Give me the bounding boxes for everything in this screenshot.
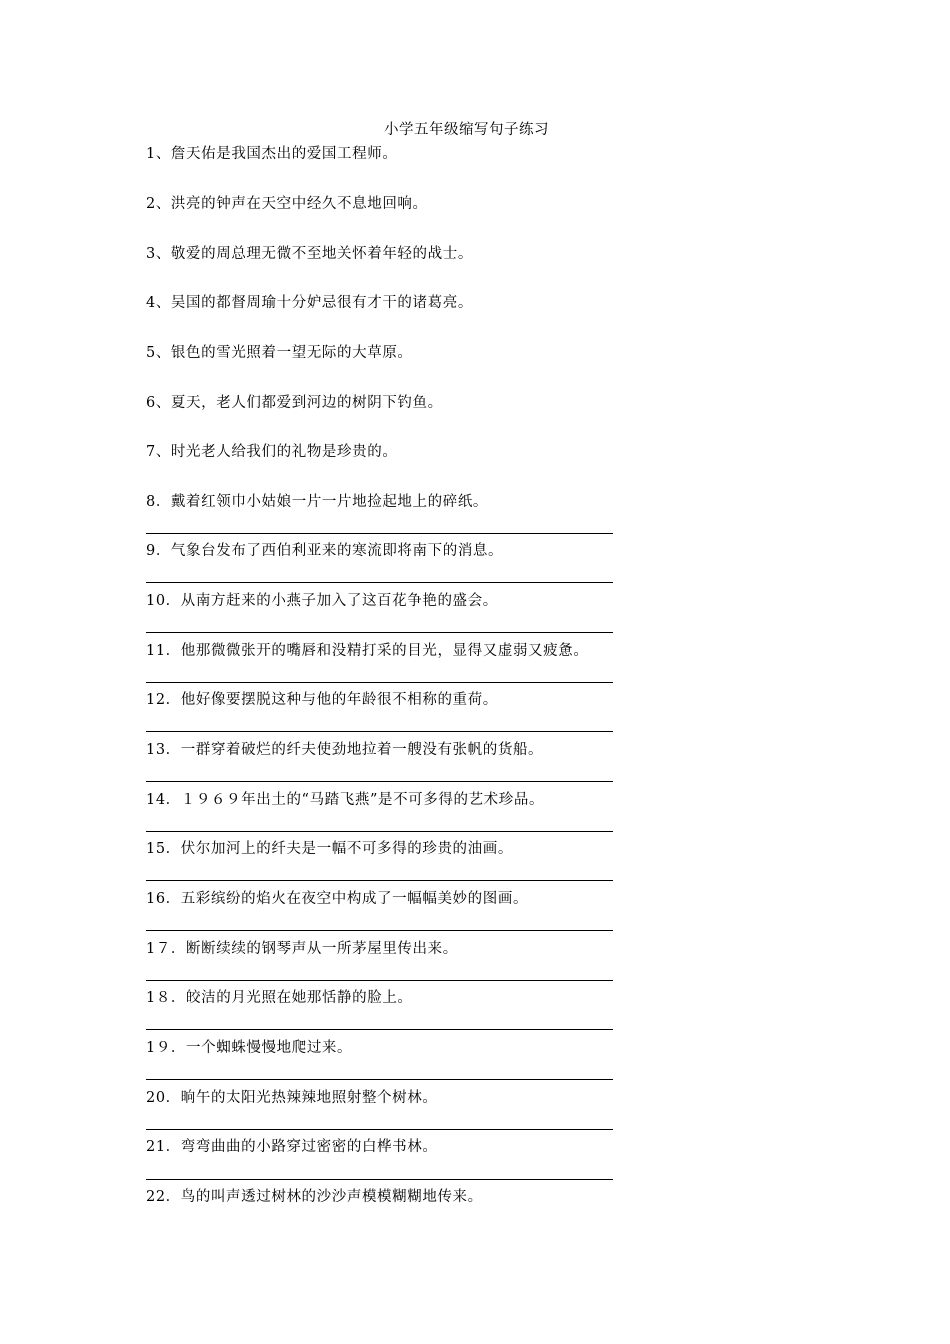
answer-line-17 (146, 980, 613, 981)
exercise-item-21: 21．弯弯曲曲的小路穿过密密的白桦书林。 (146, 1139, 438, 1155)
exercise-item-15: 15．伏尔加河上的纤夫是一幅不可多得的珍贵的油画。 (146, 841, 513, 857)
answer-line-18 (146, 1029, 613, 1030)
answer-line-11 (146, 682, 613, 683)
page-title: 小学五年级缩写句子练习 (384, 122, 549, 138)
exercise-item-18: 1８．皎洁的月光照在她那恬静的脸上。 (146, 990, 413, 1006)
exercise-item-19: 1９．一个蜘蛛慢慢地爬过来。 (146, 1040, 353, 1056)
exercise-item-5: 5、银色的雪光照着一望无际的大草原。 (146, 345, 413, 361)
exercise-item-8: 8．戴着红领巾小姑娘一片一片地捡起地上的碎纸。 (146, 494, 489, 510)
answer-line-14 (146, 831, 613, 832)
exercise-item-13: 13．一群穿着破烂的纤夫使劲地拉着一艘没有张帆的货船。 (146, 742, 544, 758)
exercise-item-2: 2、洪亮的钟声在天空中经久不息地回响。 (146, 196, 428, 212)
exercise-item-7: 7、时光老人给我们的礼物是珍贵的。 (146, 444, 398, 460)
exercise-item-17: 1７．断断续续的钢琴声从一所茅屋里传出来。 (146, 941, 458, 957)
answer-line-16 (146, 930, 613, 931)
exercise-item-16: 16．五彩缤纷的焰火在夜空中构成了一幅幅美妙的图画。 (146, 891, 529, 907)
exercise-item-11: 11．他那微微张开的嘴唇和没精打采的目光，显得又虚弱又疲惫。 (146, 643, 589, 659)
exercise-item-14: 14．１９６９年出土的“马踏飞燕”是不可多得的艺术珍品。 (146, 792, 545, 808)
exercise-item-10: 10．从南方赶来的小燕子加入了这百花争艳的盛会。 (146, 593, 498, 609)
answer-line-12 (146, 731, 613, 732)
exercise-item-9: 9．气象台发布了西伯利亚来的寒流即将南下的消息。 (146, 543, 504, 559)
exercise-item-6: 6、夏天，老人们都爱到河边的树阴下钓鱼。 (146, 395, 443, 411)
exercise-item-4: 4、吴国的都督周瑜十分妒忌很有才干的诸葛亮。 (146, 295, 473, 311)
exercise-item-1: 1、詹天佑是我国杰出的爱国工程师。 (146, 146, 398, 162)
exercise-item-12: 12．他好像要摆脱这种与他的年龄很不相称的重荷。 (146, 692, 498, 708)
answer-line-8 (146, 533, 613, 534)
answer-line-13 (146, 781, 613, 782)
exercise-item-3: 3、敬爱的周总理无微不至地关怀着年轻的战士。 (146, 246, 473, 262)
answer-line-9 (146, 582, 613, 583)
exercise-item-22: 22．鸟的叫声透过树林的沙沙声模模糊糊地传来。 (146, 1189, 483, 1205)
answer-line-21 (146, 1179, 613, 1180)
answer-line-15 (146, 880, 613, 881)
exercise-item-20: 20．晌午的太阳光热辣辣地照射整个树林。 (146, 1090, 438, 1106)
answer-line-10 (146, 632, 613, 633)
answer-line-19 (146, 1079, 613, 1080)
answer-line-20 (146, 1129, 613, 1130)
